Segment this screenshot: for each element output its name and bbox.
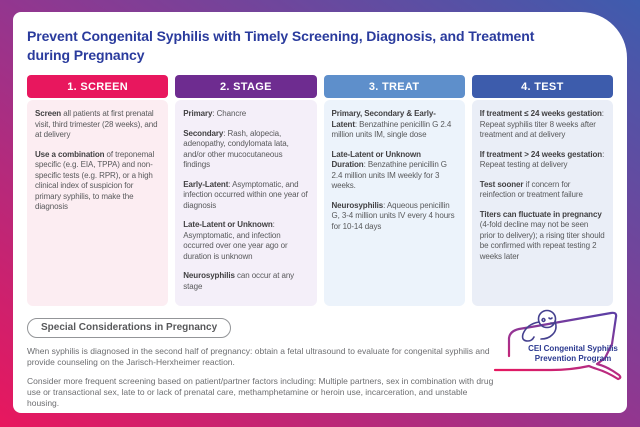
test-paragraph-2: If treatment > 24 weeks gestation: Repeat testing at delivery xyxy=(479,149,605,169)
footnote-screening-factors: Consider more frequent screening based on patient/partner factors including: Multiple partners, sex in combination with drug use or transactional sex, late to or lack of prenatal care, methamphetamine or heroin use, incarceration, and unstable housing. xyxy=(27,376,494,408)
stage-paragraph-3: Early-Latent: Asymptomatic, and infection occurred within one year of diagnosis xyxy=(183,179,308,210)
column-panel-test xyxy=(472,100,613,306)
column-screen xyxy=(27,75,168,306)
test-paragraph-4: Titers can fluctuate in pregnancy (4-fold decline may not be seen prior to delivery); a rising titer should be confirmed with repeat testing 2 weeks later xyxy=(479,209,605,261)
treat-paragraph-2: Late-Latent or Unknown Duration: Benzathine penicillin G 2.4 million units IM weekly for 3 weeks. xyxy=(331,149,447,190)
page-title-line2: during Pregnancy xyxy=(27,47,145,63)
logo-text-line2: Prevention Program xyxy=(534,354,612,363)
column-panel-stage xyxy=(175,100,316,306)
columns-row xyxy=(27,75,613,306)
stage-paragraph-5: Neurosyphilis can occur at any stage xyxy=(183,271,295,291)
logo-text xyxy=(525,344,621,364)
stage-paragraph-4: Late-Latent or Unknown: Asymptomatic, and infection occurred over one year ago or duration is unknown xyxy=(183,220,288,261)
logo-text-line1: CEI Congenital Syphilis xyxy=(528,344,618,353)
column-stage xyxy=(175,75,316,306)
column-test xyxy=(472,75,613,306)
content-card xyxy=(13,12,627,413)
cei-program-logo xyxy=(493,304,623,401)
test-paragraph-3: Test sooner if concern for reinfection or treatment failure xyxy=(479,179,583,199)
screen-paragraph-1: Screen all patients at first prenatal visit, third trimester (28 weeks), and at delivery xyxy=(35,109,158,139)
stage-paragraph-1: Primary: Chancre xyxy=(183,109,247,118)
test-paragraph-1: If treatment ≤ 24 weeks gestation: Repeat syphilis titer 8 weeks after treatment and at delivery xyxy=(479,109,604,139)
column-header-treat: 3. TREAT xyxy=(324,75,465,98)
stage-paragraph-2: Secondary: Rash, alopecia, adenopathy, condylomata lata, and/or other mucocutaneous findings xyxy=(183,128,289,169)
column-header-test: 4. TEST xyxy=(472,75,613,98)
screen-paragraph-2: Use a combination of treponemal specific (e.g. EIA, TPPA) and non-specific tests (e.g. RPR), or a high clinical index of suspicion for primary syphilis, to make the diagnosis xyxy=(35,149,155,211)
column-treat xyxy=(324,75,465,306)
footnote-ultrasound: When syphilis is diagnosed in the second half of pregnancy: obtain a fetal ultrasound to evaluate for congenital syphilis and provide counseling on the Jarisch-Herxheimer reaction. xyxy=(27,346,490,367)
column-header-screen: 1. SCREEN xyxy=(27,75,168,98)
page-title-line1: Prevent Congenital Syphilis with Timely Screening, Diagnosis, and Treatment xyxy=(27,28,535,44)
special-considerations-badge: Special Considerations in Pregnancy xyxy=(27,318,231,338)
page-title xyxy=(27,27,613,65)
column-header-stage: 2. STAGE xyxy=(175,75,316,98)
column-panel-screen xyxy=(27,100,168,306)
treat-paragraph-1: Primary, Secondary & Early-Latent: Benzathine penicillin G 2.4 million units IM, single dose xyxy=(331,109,452,139)
treat-paragraph-3: Neurosyphilis: Aqueous penicillin G, 3-4 million units IV every 4 hours for 10-14 days xyxy=(331,200,455,231)
column-panel-treat xyxy=(324,100,465,306)
